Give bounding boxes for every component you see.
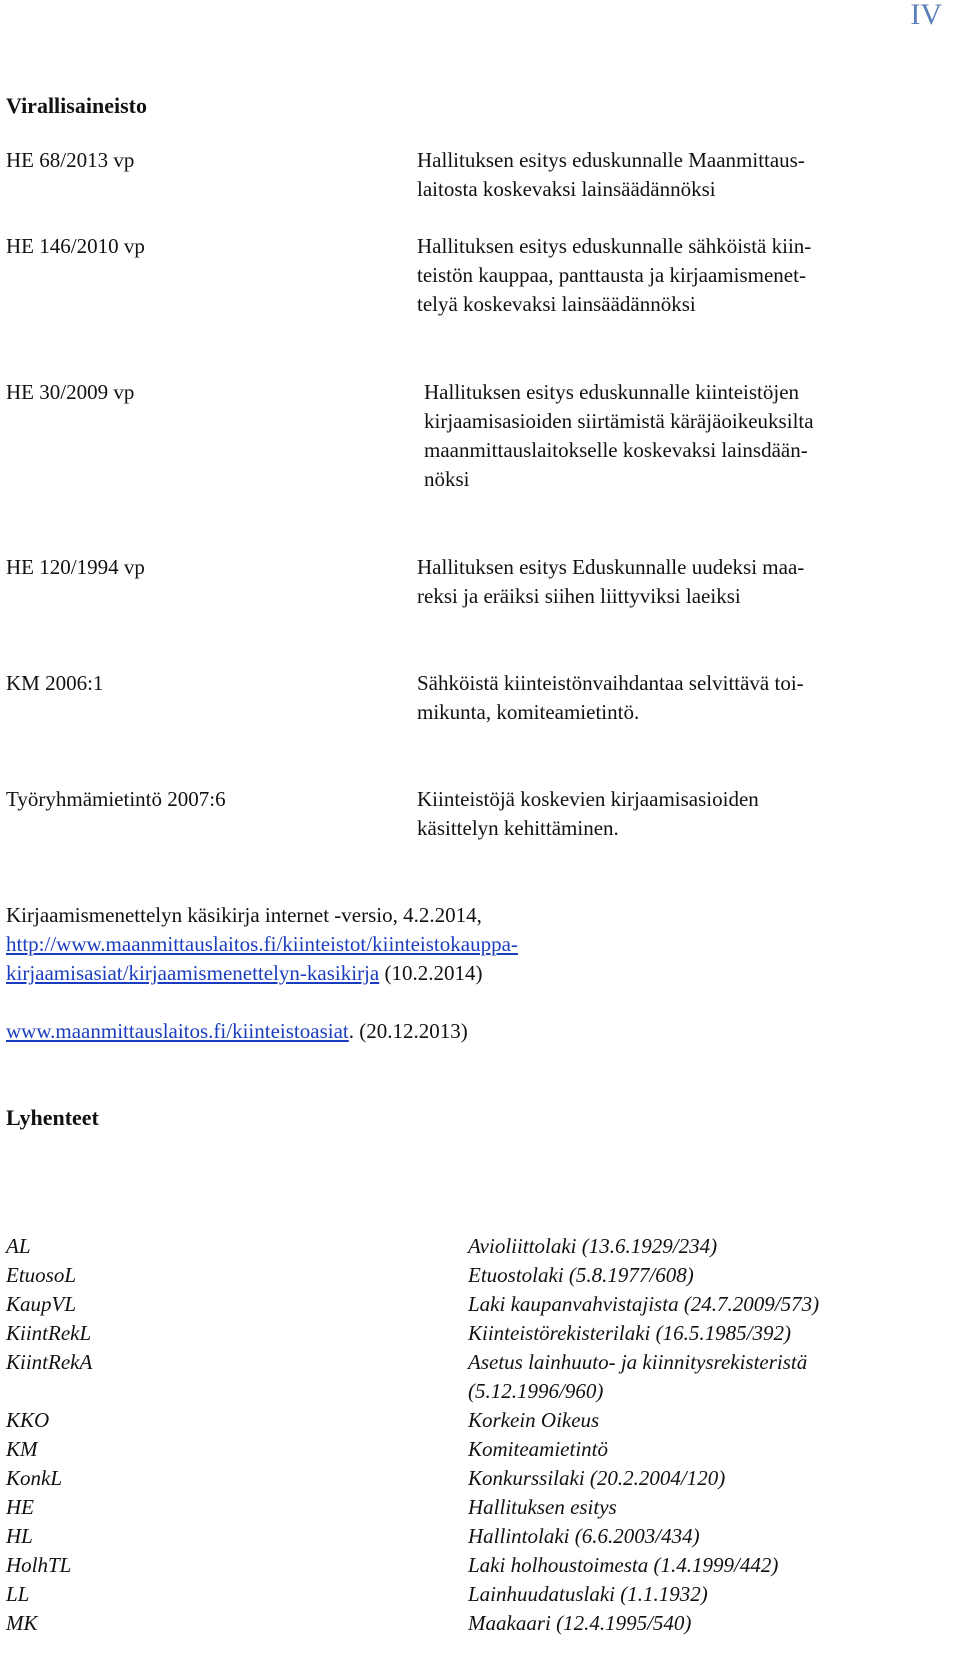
handbook-reference [6, 901, 518, 988]
abbreviation-key: LL [6, 1582, 30, 1606]
abbreviation-row [6, 1290, 906, 1319]
ref-line: Hallituksen esitys eduskunnalle sähköistä kiin- [417, 234, 812, 258]
section-heading-official: Virallisaineisto [6, 93, 147, 118]
abbreviation-key: EtuosoL [6, 1263, 77, 1287]
abbreviation-meaning: Kiinteistörekisterilaki (16.5.1985/392) [468, 1321, 791, 1345]
ref-line: laitosta koskevaksi lainsäädännöksi [417, 177, 716, 201]
ref-label: KM 2006:1 [6, 671, 104, 695]
abbreviation-key: HE [6, 1495, 34, 1519]
ref-description [417, 669, 897, 727]
page-number: IV [910, 0, 942, 31]
abbreviation-key: KonkL [6, 1466, 63, 1490]
abbreviation-meaning: Maakaari (12.4.1995/540) [468, 1611, 692, 1635]
handbook-link-part1[interactable]: http://www.maanmittauslaitos.fi/kiinteistot/kiinteistokauppa- [6, 932, 518, 956]
abbreviation-row [6, 1609, 906, 1638]
abbreviation-key: KiintRekL [6, 1321, 92, 1345]
ref-label: Työryhmämietintö 2007:6 [6, 787, 226, 811]
ref-description [417, 232, 897, 319]
ref-label: HE 30/2009 vp [6, 380, 135, 404]
abbreviation-key: HL [6, 1524, 33, 1548]
ref-line: Hallituksen esitys eduskunnalle kiinteistöjen [424, 380, 800, 404]
ref-line: Sähköistä kiinteistönvaihdantaa selvittävä toi- [417, 671, 804, 695]
handbook-text: Kirjaamismenettelyn käsikirja internet -versio, 4.2.2014, [6, 903, 482, 927]
abbreviation-meaning: Asetus lainhuuto- ja kiinnitysrekisteristä (5.12.1996/960) [468, 1350, 808, 1403]
abbreviation-meaning: Laki kaupanvahvistajista (24.7.2009/573) [468, 1292, 820, 1316]
abbreviation-meaning: Etuostolaki (5.8.1977/608) [468, 1263, 694, 1287]
abbreviation-row [6, 1261, 906, 1290]
ref-line: nöksi [424, 467, 470, 491]
ref-line: telyä koskevaksi lainsäädännöksi [417, 292, 696, 316]
website-link[interactable]: www.maanmittauslaitos.fi/kiinteistoasiat [6, 1019, 349, 1043]
ref-line: maanmittauslaitokselle koskevaksi lainsdään- [424, 438, 808, 462]
ref-line: käsittelyn kehittäminen. [417, 816, 619, 840]
abbreviation-meaning: Konkurssilaki (20.2.2004/120) [468, 1466, 726, 1490]
ref-description [417, 553, 897, 611]
abbreviation-row [6, 1580, 906, 1609]
abbreviation-meaning: Hallituksen esitys [468, 1495, 617, 1519]
abbreviation-meaning: Avioliittolaki (13.6.1929/234) [468, 1234, 718, 1258]
abbreviation-meaning: Korkein Oikeus [468, 1408, 600, 1432]
ref-label: HE 68/2013 vp [6, 148, 135, 172]
abbreviation-row [6, 1551, 906, 1580]
abbreviation-list [6, 1232, 906, 1638]
abbreviation-meaning: Lainhuudatuslaki (1.1.1932) [468, 1582, 708, 1606]
abbreviation-key: MK [6, 1611, 38, 1635]
section-heading-abbreviations: Lyhenteet [6, 1105, 99, 1130]
abbreviation-key: KKO [6, 1408, 50, 1432]
ref-line: Kiinteistöjä koskevien kirjaamisasioiden [417, 787, 759, 811]
abbreviation-meaning: Komiteamietintö [468, 1437, 608, 1461]
abbreviation-key: AL [6, 1234, 31, 1258]
ref-description [417, 785, 897, 843]
ref-line: mikunta, komiteamietintö. [417, 700, 640, 724]
abbreviation-meaning: Laki holhoustoimesta (1.4.1999/442) [468, 1553, 779, 1577]
abbreviation-key: KaupVL [6, 1292, 77, 1316]
ref-label: HE 120/1994 vp [6, 555, 145, 579]
ref-line: kirjaamisasioiden siirtämistä käräjäoikeuksilta [424, 409, 814, 433]
abbreviation-row [6, 1493, 906, 1522]
abbreviation-row [6, 1319, 906, 1348]
abbreviation-meaning: Hallintolaki (6.6.2003/434) [468, 1524, 700, 1548]
ref-description [417, 146, 897, 204]
ref-label: HE 146/2010 vp [6, 234, 145, 258]
abbreviation-row [6, 1435, 906, 1464]
abbreviation-key: KM [6, 1437, 38, 1461]
ref-line: Hallituksen esitys Eduskunnalle uudeksi maa- [417, 555, 805, 579]
abbreviation-row [6, 1464, 906, 1493]
abbreviation-row [6, 1522, 906, 1551]
abbreviation-row [6, 1232, 906, 1261]
ref-line: Hallituksen esitys eduskunnalle Maanmittaus- [417, 148, 805, 172]
abbreviation-key: KiintRekA [6, 1350, 93, 1374]
ref-line: reksi ja eräiksi siihen liittyviksi laeiksi [417, 584, 741, 608]
abbreviation-row [6, 1406, 906, 1435]
website-reference [6, 1017, 468, 1046]
handbook-link-part2[interactable]: kirjaamisasiat/kirjaamismenettelyn-kasikirja [6, 961, 380, 985]
abbreviation-key: HolhTL [6, 1553, 72, 1577]
handbook-date: (10.2.2014) [379, 961, 483, 985]
website-date: . (20.12.2013) [348, 1019, 468, 1043]
abbreviation-row [6, 1348, 906, 1406]
ref-description [424, 378, 904, 494]
ref-line: teistön kauppaa, panttausta ja kirjaamismenet- [417, 263, 806, 287]
